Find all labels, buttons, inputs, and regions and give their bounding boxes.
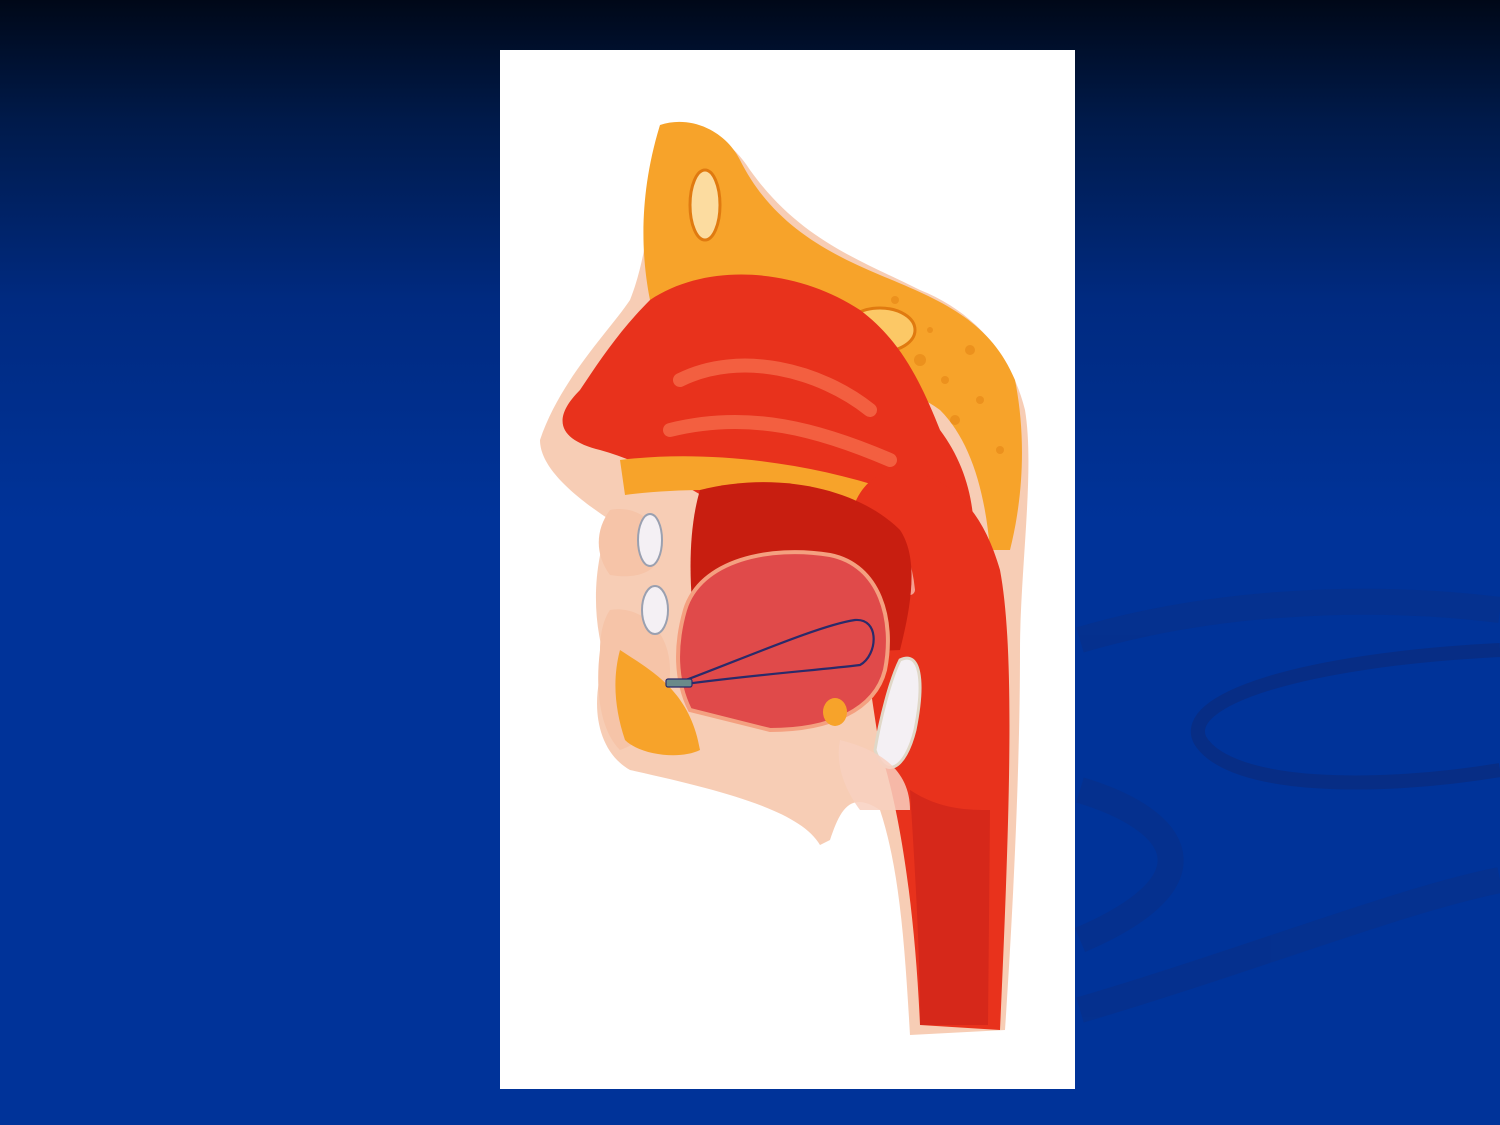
hyoid-bone (823, 698, 847, 726)
tongue (678, 552, 888, 730)
device-anchor (666, 679, 692, 687)
esophagus (910, 790, 990, 1025)
anatomy-figure (500, 50, 1075, 1089)
sagittal-head-illustration (500, 50, 1075, 1089)
frontal-sinus (690, 170, 720, 240)
